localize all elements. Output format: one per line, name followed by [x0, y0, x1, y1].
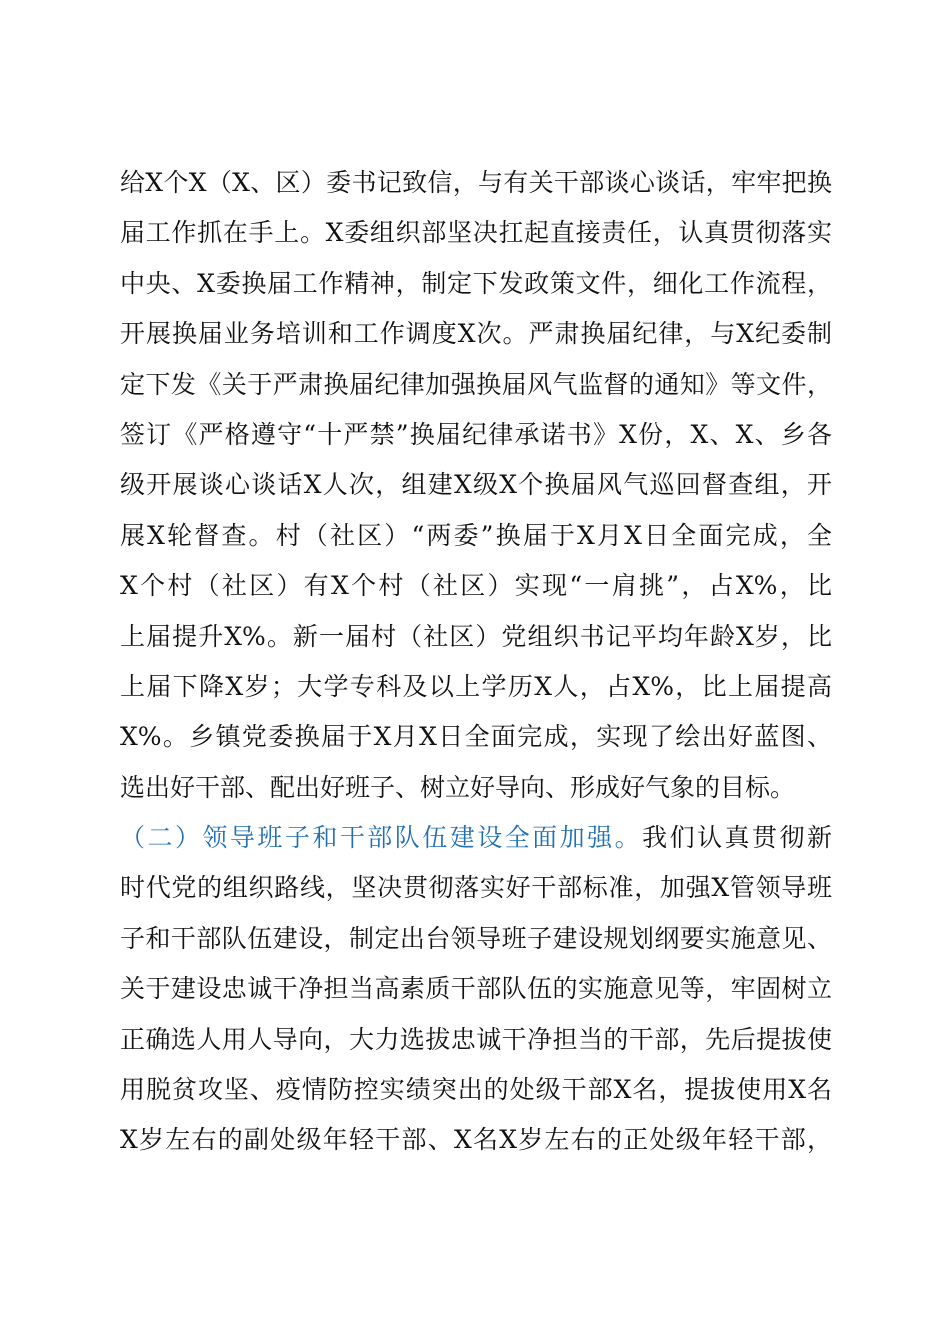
- body-text: [120, 158, 832, 1166]
- text-line: 关于建设忠诚干净担当高素质干部队伍的实施意见等，牢固树立: [120, 974, 832, 1004]
- text-line: 定下发《关于严肃换届纪律加强换届风气监督的通知》等文件，: [120, 369, 832, 399]
- text-line: X%。乡镇党委换届于X月X日全面完成，实现了绘出好蓝图、: [120, 722, 832, 752]
- text-line: X岁左右的副处级年轻干部、X名X岁左右的正处级年轻干部，: [120, 1125, 832, 1155]
- text-line: 用脱贫攻坚、疫情防控实绩突出的处级干部X名，提拔使用X名: [120, 1075, 832, 1105]
- text-line: 级开展谈心谈话X人次，组建X级X个换届风气巡回督查组，开: [120, 470, 832, 500]
- section-heading-line: [120, 813, 832, 863]
- text-line: 正确选人用人导向，大力选拔忠诚干净担当的干部，先后提拔使: [120, 1024, 832, 1054]
- text-line: 子和干部队伍建设，制定出台领导班子建设规划纲要实施意见、: [120, 923, 832, 953]
- text-line: 给X个X（X、区）委书记致信，与有关干部谈心谈话，牢牢把换: [120, 168, 832, 197]
- text-line: 届工作抓在手上。X委组织部坚决扛起直接责任，认真贯彻落实: [120, 218, 832, 248]
- text-line: 开展换届业务培训和工作调度X次。严肃换届纪律，与X纪委制: [120, 319, 832, 349]
- text-segment: 我们认真贯彻新: [642, 823, 832, 853]
- text-line: 签订《严格遵守“十严禁”换届纪律承诺书》X份，X、X、乡各: [120, 419, 832, 449]
- section-heading: （二）领导班子和干部队伍建设全面加强。: [120, 823, 643, 853]
- text-line: 上届提升X%。新一届村（社区）党组织书记平均年龄X岁，比: [120, 621, 832, 651]
- text-line: X个村（社区）有X个村（社区）实现“一肩挑”，占X%，比: [120, 571, 832, 601]
- text-line: 中央、X委换届工作精神，制定下发政策文件，细化工作流程，: [120, 268, 832, 298]
- text-line: 时代党的组织路线，坚决贯彻落实好干部标准，加强X管领导班: [120, 873, 832, 903]
- text-line: 展X轮督查。村（社区）“两委”换届于X月X日全面完成，全: [120, 520, 832, 550]
- text-line: 上届下降X岁；大学专科及以上学历X人，占X%，比上届提高: [120, 671, 832, 701]
- text-line: 选出好干部、配出好班子、树立好导向、形成好气象的目标。: [120, 772, 796, 802]
